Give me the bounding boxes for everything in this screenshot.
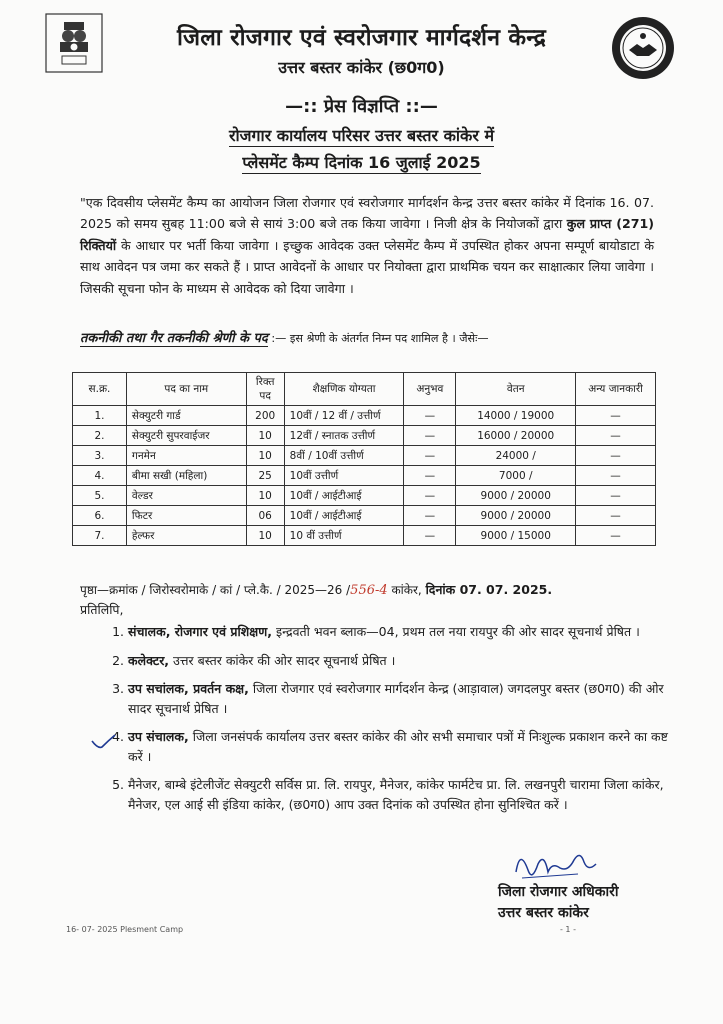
cell-experience: — [404,406,456,426]
cell-post-name: बीमा सखी (महिला) [126,466,246,486]
cell-salary: 16000 / 20000 [456,426,576,446]
recipient-title: संचालक, रोजगार एवं प्रशिक्षण, [128,624,272,639]
cell-other-info: — [576,406,656,426]
cell-post-name: हेल्फर [126,526,246,546]
recipient-text: जिला जनसंपर्क कार्यालय उत्तर बस्तर कांकेर की ओर सभी समाचार पत्रों में निःशुल्क प्रकाशन करने का कष्ट करें । [128,729,668,764]
cell-vacancies: 06 [246,506,284,526]
table-row [73,426,656,446]
col-other-info: अन्य जानकारी [576,373,656,406]
cell-serial: 2. [73,426,127,446]
col-post-name: पद का नाम [126,373,246,406]
cell-salary: 9000 / 20000 [456,506,576,526]
body-text-2: के आधार पर भर्ती किया जावेगा । इच्छुक आवेदक उक्त प्लेसमेंट कैम्प में उपस्थित होकर अपना सम्पूर्ण बायोडाटा के साथ आवेदन पत्र जमा कर सकते हैं । प्राप्त आवेदनों के आधार पर नियोक्ता द्वारा प्राथमिक चयन कर साक्षात्कार लिया जावेगा । जिसकी सूचना फोन के माध्यम से आवेदक को दिया जावेगा । [80,237,654,296]
cell-qualification: 8वीं / 10वीं उत्तीर्ण [284,446,404,466]
cell-experience: — [404,486,456,506]
recipient-title: कलेक्टर, [128,652,170,668]
office-title: जिला रोजगार एवं स्वरोजगार मार्गदर्शन केन्द्र [176,25,546,51]
office-location: उत्तर बस्तर कांकेर (छ0ग0) [278,58,445,77]
recipient-item [128,775,678,814]
cell-serial: 4. [73,466,127,486]
category-description: :— इस श्रेणी के अंतर्गत निम्न पद शामिल है । जैसेः— [267,332,489,345]
signatory-designation: जिला रोजगार अधिकारी [498,884,619,900]
cell-qualification: 12वीं / स्नातक उत्तीर्ण [284,426,404,446]
cell-vacancies: 25 [246,466,284,486]
table-header-row [73,373,656,406]
signatory-place: उत्तर बस्तर कांकेर [498,905,589,921]
table-row [73,526,656,546]
page-number: - 1 - [560,925,576,934]
press-release-heading: —:: प्रेस विज्ञप्ति ::— [285,96,438,117]
category-heading [80,328,489,346]
cell-qualification: 10वीं उत्तीर्ण [284,466,404,486]
table-row [73,486,656,506]
table-row [73,466,656,486]
recipient-title: उप सचांलक, प्रवर्तन कक्ष, [128,681,249,696]
col-serial: स.क्र. [73,373,127,406]
reference-line [80,581,552,598]
cell-other-info: — [576,466,656,486]
cell-vacancies: 200 [246,406,284,426]
cell-experience: — [404,506,456,526]
recipient-title: उप संचालक, [128,729,189,744]
body-paragraph [80,192,654,299]
cell-vacancies: 10 [246,446,284,466]
vacancy-table [72,372,656,546]
recipient-list [106,622,678,823]
cell-experience: — [404,426,456,446]
cell-serial: 6. [73,506,127,526]
recipient-text: इन्द्रवती भवन ब्लाक—04, प्रथम तल नया रायपुर की ओर सादर सूचनार्थ प्रेषित । [271,624,640,639]
body-text-1: "एक दिवसीय प्लेसमेंट कैम्प का आयोजन जिला रोजगार एवं स्वरोजगार मार्गदर्शन केन्द्र उत्तर बस्तर कांकेर में दिनांक 16. 07. 2025 को समय सुबह 11:00 बजे से सायं 3:00 बजे तक किया जावेगा । निजी क्षेत्र के नियोजकों द्वारा [80,195,654,232]
cell-other-info: — [576,486,656,506]
cell-vacancies: 10 [246,486,284,506]
cell-post-name: गनमेन [126,446,246,466]
cell-serial: 3. [73,446,127,466]
copy-to-label: प्रतिलिपि, [80,602,124,617]
col-salary: वेतन [456,373,576,406]
cell-qualification: 10वीं / आईटीआई [284,486,404,506]
cell-vacancies: 10 [246,526,284,546]
reference-date: दिनांक 07. 07. 2025. [425,582,553,597]
cell-qualification: 10वीं / आईटीआई [284,506,404,526]
subject-line-1: रोजगार कार्यालय परिसर उत्तर बस्तर कांकेर में [228,126,495,145]
cell-experience: — [404,526,456,546]
cell-post-name: सेक्युटरी सुपरवाईजर [126,426,246,446]
recipient-item [128,727,678,766]
category-label: तकनीकी तथा गैर तकनीकी श्रेणी के पद [80,331,268,346]
cell-qualification: 10वीं / 12 वीं / उत्तीर्ण [284,406,404,426]
cell-serial: 1. [73,406,127,426]
cell-other-info: — [576,506,656,526]
cell-salary: 24000 / [456,446,576,466]
recipient-text: उत्तर बस्तर कांकेर की ओर सादर सूचनार्थ प्रेषित । [169,652,396,668]
footer-filename: 16- 07- 2025 Plesment Camp [66,925,184,934]
cell-other-info: — [576,446,656,466]
table-row [73,446,656,466]
cell-post-name: सेक्युटरी गार्ड [126,406,246,426]
cell-experience: — [404,446,456,466]
cell-salary: 7000 / [456,466,576,486]
cell-post-name: वेल्डर [126,486,246,506]
cell-qualification: 10 वीं उत्तीर्ण [284,526,404,546]
cell-experience: — [404,466,456,486]
recipient-item [128,651,678,671]
cell-salary: 14000 / 19000 [456,406,576,426]
col-vacancies: रिक्त पद [246,373,284,406]
recipient-item [128,679,678,718]
cell-other-info: — [576,426,656,446]
subject-line-2: प्लेसमेंट कैम्प दिनांक 16 जुलाई 2025 [242,153,481,172]
cell-other-info: — [576,526,656,546]
table-row [73,406,656,426]
recipient-item [128,622,678,642]
cell-serial: 5. [73,486,127,506]
cell-salary: 9000 / 20000 [456,486,576,506]
cell-vacancies: 10 [246,426,284,446]
cell-post-name: फिटर [126,506,246,526]
vacancy-total: कुल प्राप्त (271) रिक्तियों [80,216,654,253]
cell-salary: 9000 / 15000 [456,526,576,546]
handwritten-tick-mark-icon [90,733,116,751]
recipient-text: मैनेजर, बाम्बे इंटेलीजेंट सेक्युटरी सर्विस प्रा. लि. रायपुर, मैनेजर, कांकेर फार्मटेच प्रा. लि. लखनपुरी चारामा जिला कांकेर, मैनेजर, एल आई सी इंडिया कांकेर, (छ0ग0) आप उक्त दिनांक को उपस्थित होना सुनिश्चित करें । [128,777,664,812]
recipient-text: जिला रोजगार एवं स्वरोजगार मार्गदर्शन केन्द्र (आड़ावाल) जगदलपुर बस्तर (छ0ग0) की ओर सादर सूचनार्थ प्रेषित । [128,681,664,716]
col-qualification: शैक्षणिक योग्यता [284,373,404,406]
handwritten-reference-number: 556-4 [350,583,388,598]
reference-number-text: पृष्ठा—क्रमांक / जिरोस्वरोमाके / कां / प्ले.कै. / 2025—26 / [80,583,351,597]
reference-place: कांकेर, [387,583,426,597]
table-row [73,506,656,526]
col-experience: अनुभव [404,373,456,406]
cell-serial: 7. [73,526,127,546]
